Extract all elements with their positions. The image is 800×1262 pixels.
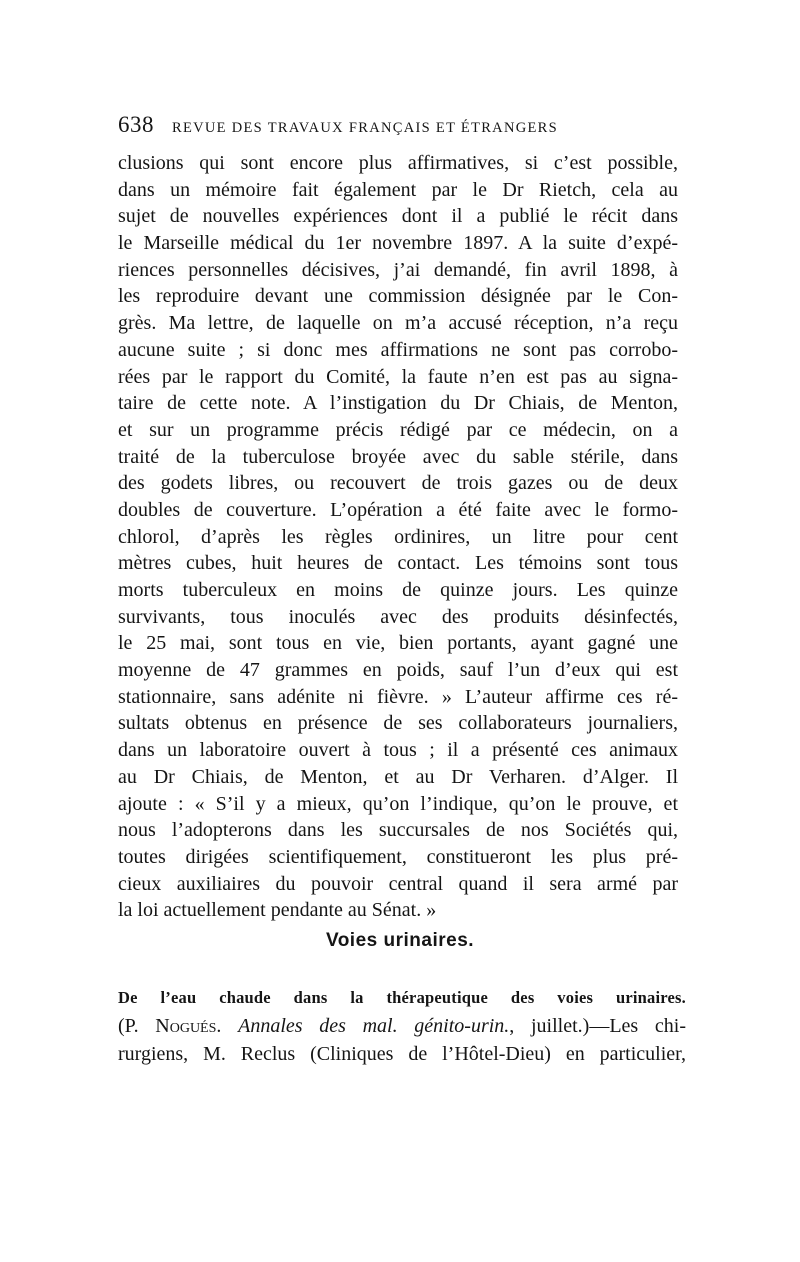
page-header [118, 112, 688, 146]
paragraph-line: stationnaire, sans adénite ni fièvre. » L’auteur affirme ces ré- [118, 685, 678, 708]
article-author: Nogués [155, 1015, 217, 1037]
paragraph-line: les reproduire devant une commission désignée par le Con- [118, 285, 678, 308]
paragraph-line: mètres cubes, huit heures de contact. Les témoins sont tous [118, 552, 678, 575]
paragraph-line: rées par le rapport du Comité, la faute n’en est pas au signa- [118, 365, 678, 388]
section-heading: Voies urinaires. [325, 930, 475, 951]
journal-name: Annales des mal. génito-urin. [238, 1015, 510, 1037]
paragraph-line: le Marseille médical du 1er novembre 1897. A la suite d’expé- [118, 232, 678, 255]
running-title: REVUE DES TRAVAUX FRANÇAIS ET ÉTRANGERS [172, 120, 558, 136]
paragraph-line: morts tuberculeux en moins de quinze jours. Les quinze [118, 579, 678, 601]
article-citation [118, 1012, 686, 1040]
paragraph-line: des godets libres, ou recouvert de trois gazes ou de deux [118, 472, 678, 495]
paragraph-line: toutes dirigées scientifiquement, constitueront les plus pré- [118, 845, 678, 868]
article-title: De l’eau chaude dans la thérapeutique des voies urinaires. [118, 988, 686, 1007]
paragraph-line: et sur un programme précis rédigé par ce médecin, on a [118, 418, 678, 441]
citation-date: , juillet.)—Les chi- [509, 1015, 686, 1037]
paragraph-line: survivants, tous inoculés avec des produits désinfectés, [118, 605, 678, 628]
paragraph-line: la loi actuellement pendante au Sénat. » [118, 899, 437, 922]
paragraph-line: grès. Ma lettre, de laquelle on m’a accusé réception, n’a reçu [118, 312, 678, 335]
paragraph-line: aucune suite ; si donc mes affirmations ne sont pas corrobo- [118, 338, 678, 361]
paragraph-line: moyenne de 47 grammes en poids, sauf l’un d’eux qui est [118, 659, 678, 682]
paragraph-line: riences personnelles décisives, j’ai demandé, fin avril 1898, à [118, 258, 678, 281]
citation-separator: . [216, 1015, 239, 1037]
paragraph-line: sultats obtenus en présence de ses collaborateurs journaliers, [118, 712, 678, 735]
body-paragraph [118, 150, 678, 924]
paragraph-line: au Dr Chiais, de Menton, et au Dr Verharen. d’Alger. Il [118, 765, 678, 788]
paragraph-line: le 25 mai, sont tous en vie, bien portants, ayant gagné une [118, 632, 678, 655]
citation-open: (P. [118, 1015, 156, 1037]
paragraph-line: sujet de nouvelles expériences dont il a publié le récit dans [118, 205, 678, 228]
paragraph-line: cieux auxiliaires du pouvoir central quand il sera armé par [118, 872, 678, 895]
paragraph-line: ajoute : « S’il y a mieux, qu’on l’indique, qu’on le prouve, et [118, 792, 678, 815]
paragraph-line: chlorol, d’après les règles ordinires, un litre pour cent [118, 525, 678, 548]
paragraph-line: clusions qui sont encore plus affirmatives, si c’est possible, [118, 152, 678, 174]
paragraph-line: nous l’adopterons dans les succursales de nos Sociétés qui, [118, 819, 678, 842]
article-text-line: rurgiens, M. Reclus (Cliniques de l’Hôtel-Dieu) en particulier, [118, 1043, 686, 1065]
article-entry [118, 984, 686, 1068]
paragraph-line: traité de la tuberculose broyée avec du sable stérile, dans [118, 445, 678, 468]
paragraph-line: dans un laboratoire ouvert à tous ; il a présenté ces animaux [118, 739, 678, 762]
paragraph-line: dans un mémoire fait également par le Dr Rietch, cela au [118, 178, 678, 201]
paragraph-line: taire de cette note. A l’instigation du Dr Chiais, de Menton, [118, 392, 678, 415]
page-number: 638 [118, 112, 154, 137]
paragraph-line: doubles de couverture. L’opération a été faite avec le formo- [118, 498, 678, 521]
